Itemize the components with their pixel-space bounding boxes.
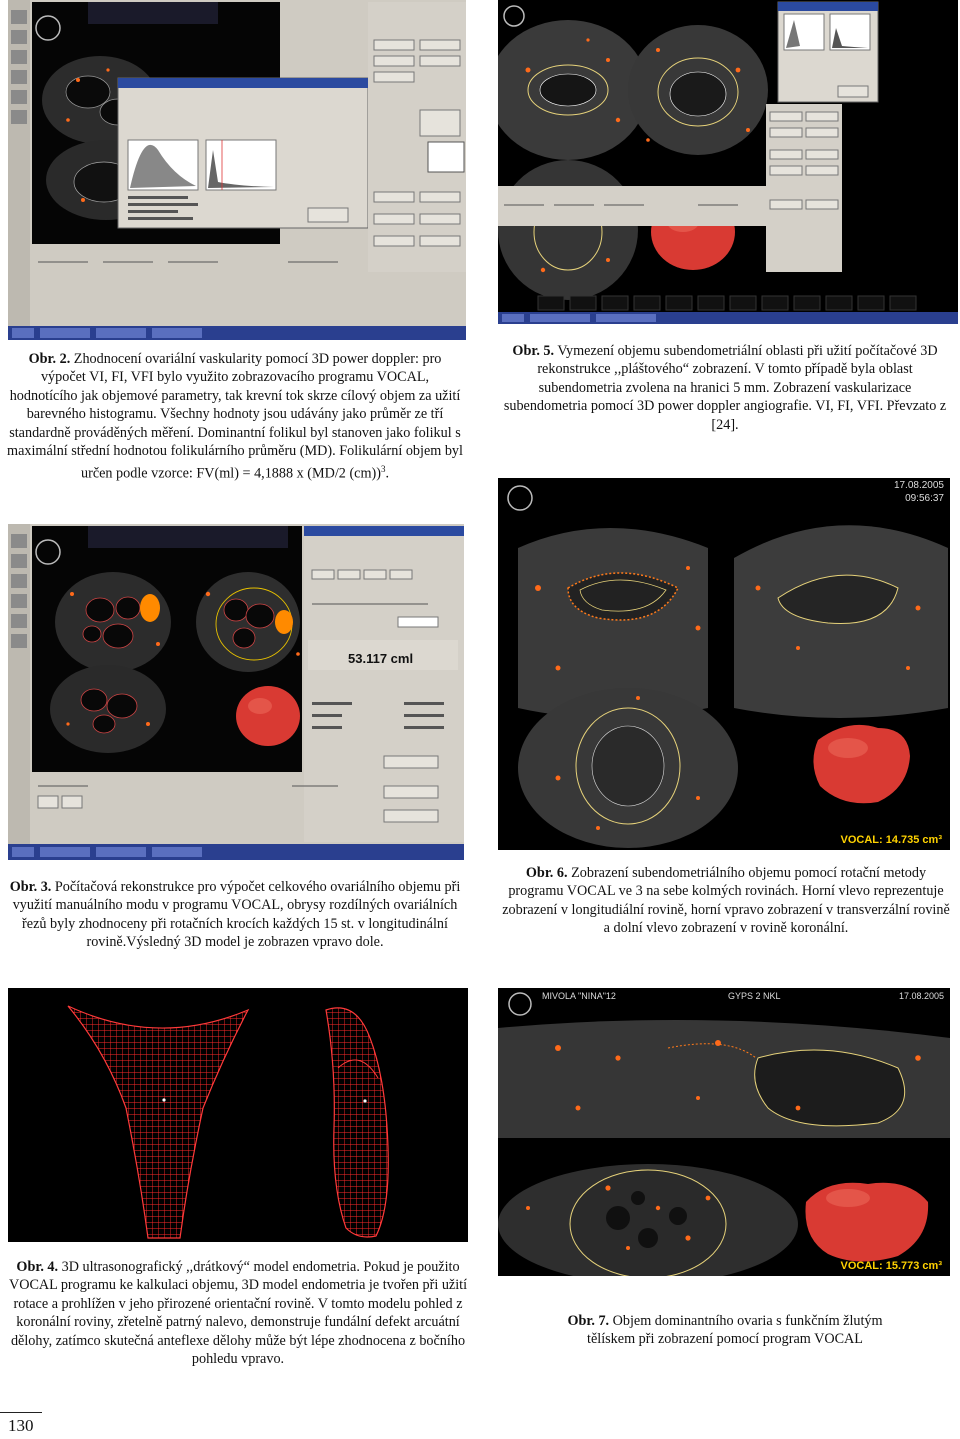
figure-3-label: Obr. 3. (9, 879, 52, 895)
fig5-screenshot (498, 0, 958, 324)
figure-2-caption (6, 350, 464, 484)
fig7-header-left: MIVOLA "NINA"12 (542, 991, 616, 1001)
figure-7-image (498, 988, 950, 1276)
figure-7-caption-text: Objem dominantního ovaria s funkčním žlutým tělískem při zobrazení pomocí program VOCAL (587, 1313, 883, 1348)
figure-5-image (498, 0, 958, 324)
figure-4-caption-text: 3D ultrasonografický ,,drátkový“ model endometria. Pokud je použito VOCAL programu ke kalkulaci objemu, 3D model endometria je tvořen při užití rotace a prohlížen v jeho přirozené orientační rovině. V tomto modelu pohled z koronální roviny, zřetelně patrný nalevo, demonstruje fundální defekt arcuátní dělohy, zatímco skutečná anteflexe dělohy může být lépe zhodnocena z bočního pohledu vpravo. (8, 1259, 468, 1368)
figure-6-caption-text: Zobrazení subendometriálního objemu pomocí rotační metody programu VOCAL ve 3 na sebe kolmých rovinách. Horní vlevo reprezentuje zobrazení v longitudiální rovině, horní vpravo zobrazení v transverzální rovině a dolní vlevo zobrazení v rovině koronální. (502, 865, 950, 937)
figure-4-caption (6, 1258, 470, 1368)
fig7-vocal-readout: VOCAL: 15.773 cm³ (840, 1260, 942, 1272)
figure-5-label: Obr. 5. (512, 343, 555, 359)
figure-2-label: Obr. 2. (28, 351, 71, 367)
figure-7-label: Obr. 7. (567, 1313, 610, 1329)
fig4-wireframe-model (8, 988, 468, 1242)
figure-7-caption (560, 1312, 890, 1349)
fig6-time: 09:56:37 (905, 493, 944, 504)
fig7-ultrasound (498, 988, 950, 1276)
figure-4-image (8, 988, 468, 1242)
figure-2-caption-end: . (385, 466, 389, 483)
figure-3-caption (6, 878, 464, 952)
fig6-vocal-readout: VOCAL: 14.735 cm³ (840, 834, 942, 846)
figure-3-image (8, 524, 464, 860)
page-number-rule (0, 1412, 42, 1413)
page-number: 130 (8, 1416, 34, 1435)
fig6-ultrasound (498, 478, 950, 850)
fig7-header-date: 17.08.2005 (898, 991, 944, 1001)
figure-5-caption-text: Vymezení objemu subendometriální oblasti při užití počítačové 3D rekonstrukce ,,pláštového“ zobrazení. V tomto případě byla oblast subendometria zvolena na hranici 5 mm. Zobrazení vaskularizace subendometria pomocí 3D power doppler angiografie. VI, FI, VFI. Převzato z [24]. (503, 343, 947, 433)
figure-3-caption-text: Počítačová rekonstrukce pro výpočet celkového ovariálního objemu při využití manuálního modu v programu VOCAL, obrysy rozdílných ovariálních řezů byly zhodnoceny při rotačních krocích každých 15 st. v longitudinální rovině.Výsledný 3D model je zobrazen vpravo dole. (12, 879, 461, 951)
figure-5-caption (498, 342, 952, 434)
fig2-screenshot (8, 0, 466, 340)
figure-2-caption-text: Zhodnocení ovariální vaskularity pomocí 3D power doppler: pro výpočet VI, FI, VFI bylo využito zobrazovacího programu VOCAL, hodnotícího jak objemové parametry, tak krevní tok skrze cílový objem za užití barevného histogramu. Všechny hodnoty jsou udávány jako průměr ze tří standardně prováděných měření. Dominantní folikul byl stanoven jako folikul s maximální střední hodnotou folikulárního průměru (MD). Folikulární objem byl určen podle vzorce: FV(ml) = 4,1888 x (MD/2 (cm)) (7, 351, 463, 483)
fig6-date: 17.08.2005 (893, 480, 944, 491)
fig7-header-mid: GYPS 2 NKL (728, 991, 781, 1001)
fig3-volume-readout: 53.117 cml (348, 651, 414, 666)
figure-2-caption-sup: 3 (380, 464, 386, 475)
fig3-screenshot (8, 524, 464, 860)
figure-4-label: Obr. 4. (16, 1259, 59, 1275)
figure-6-image (498, 478, 950, 850)
figure-6-caption (498, 864, 954, 938)
figure-2-image (8, 0, 466, 340)
figure-6-label: Obr. 6. (525, 865, 568, 881)
